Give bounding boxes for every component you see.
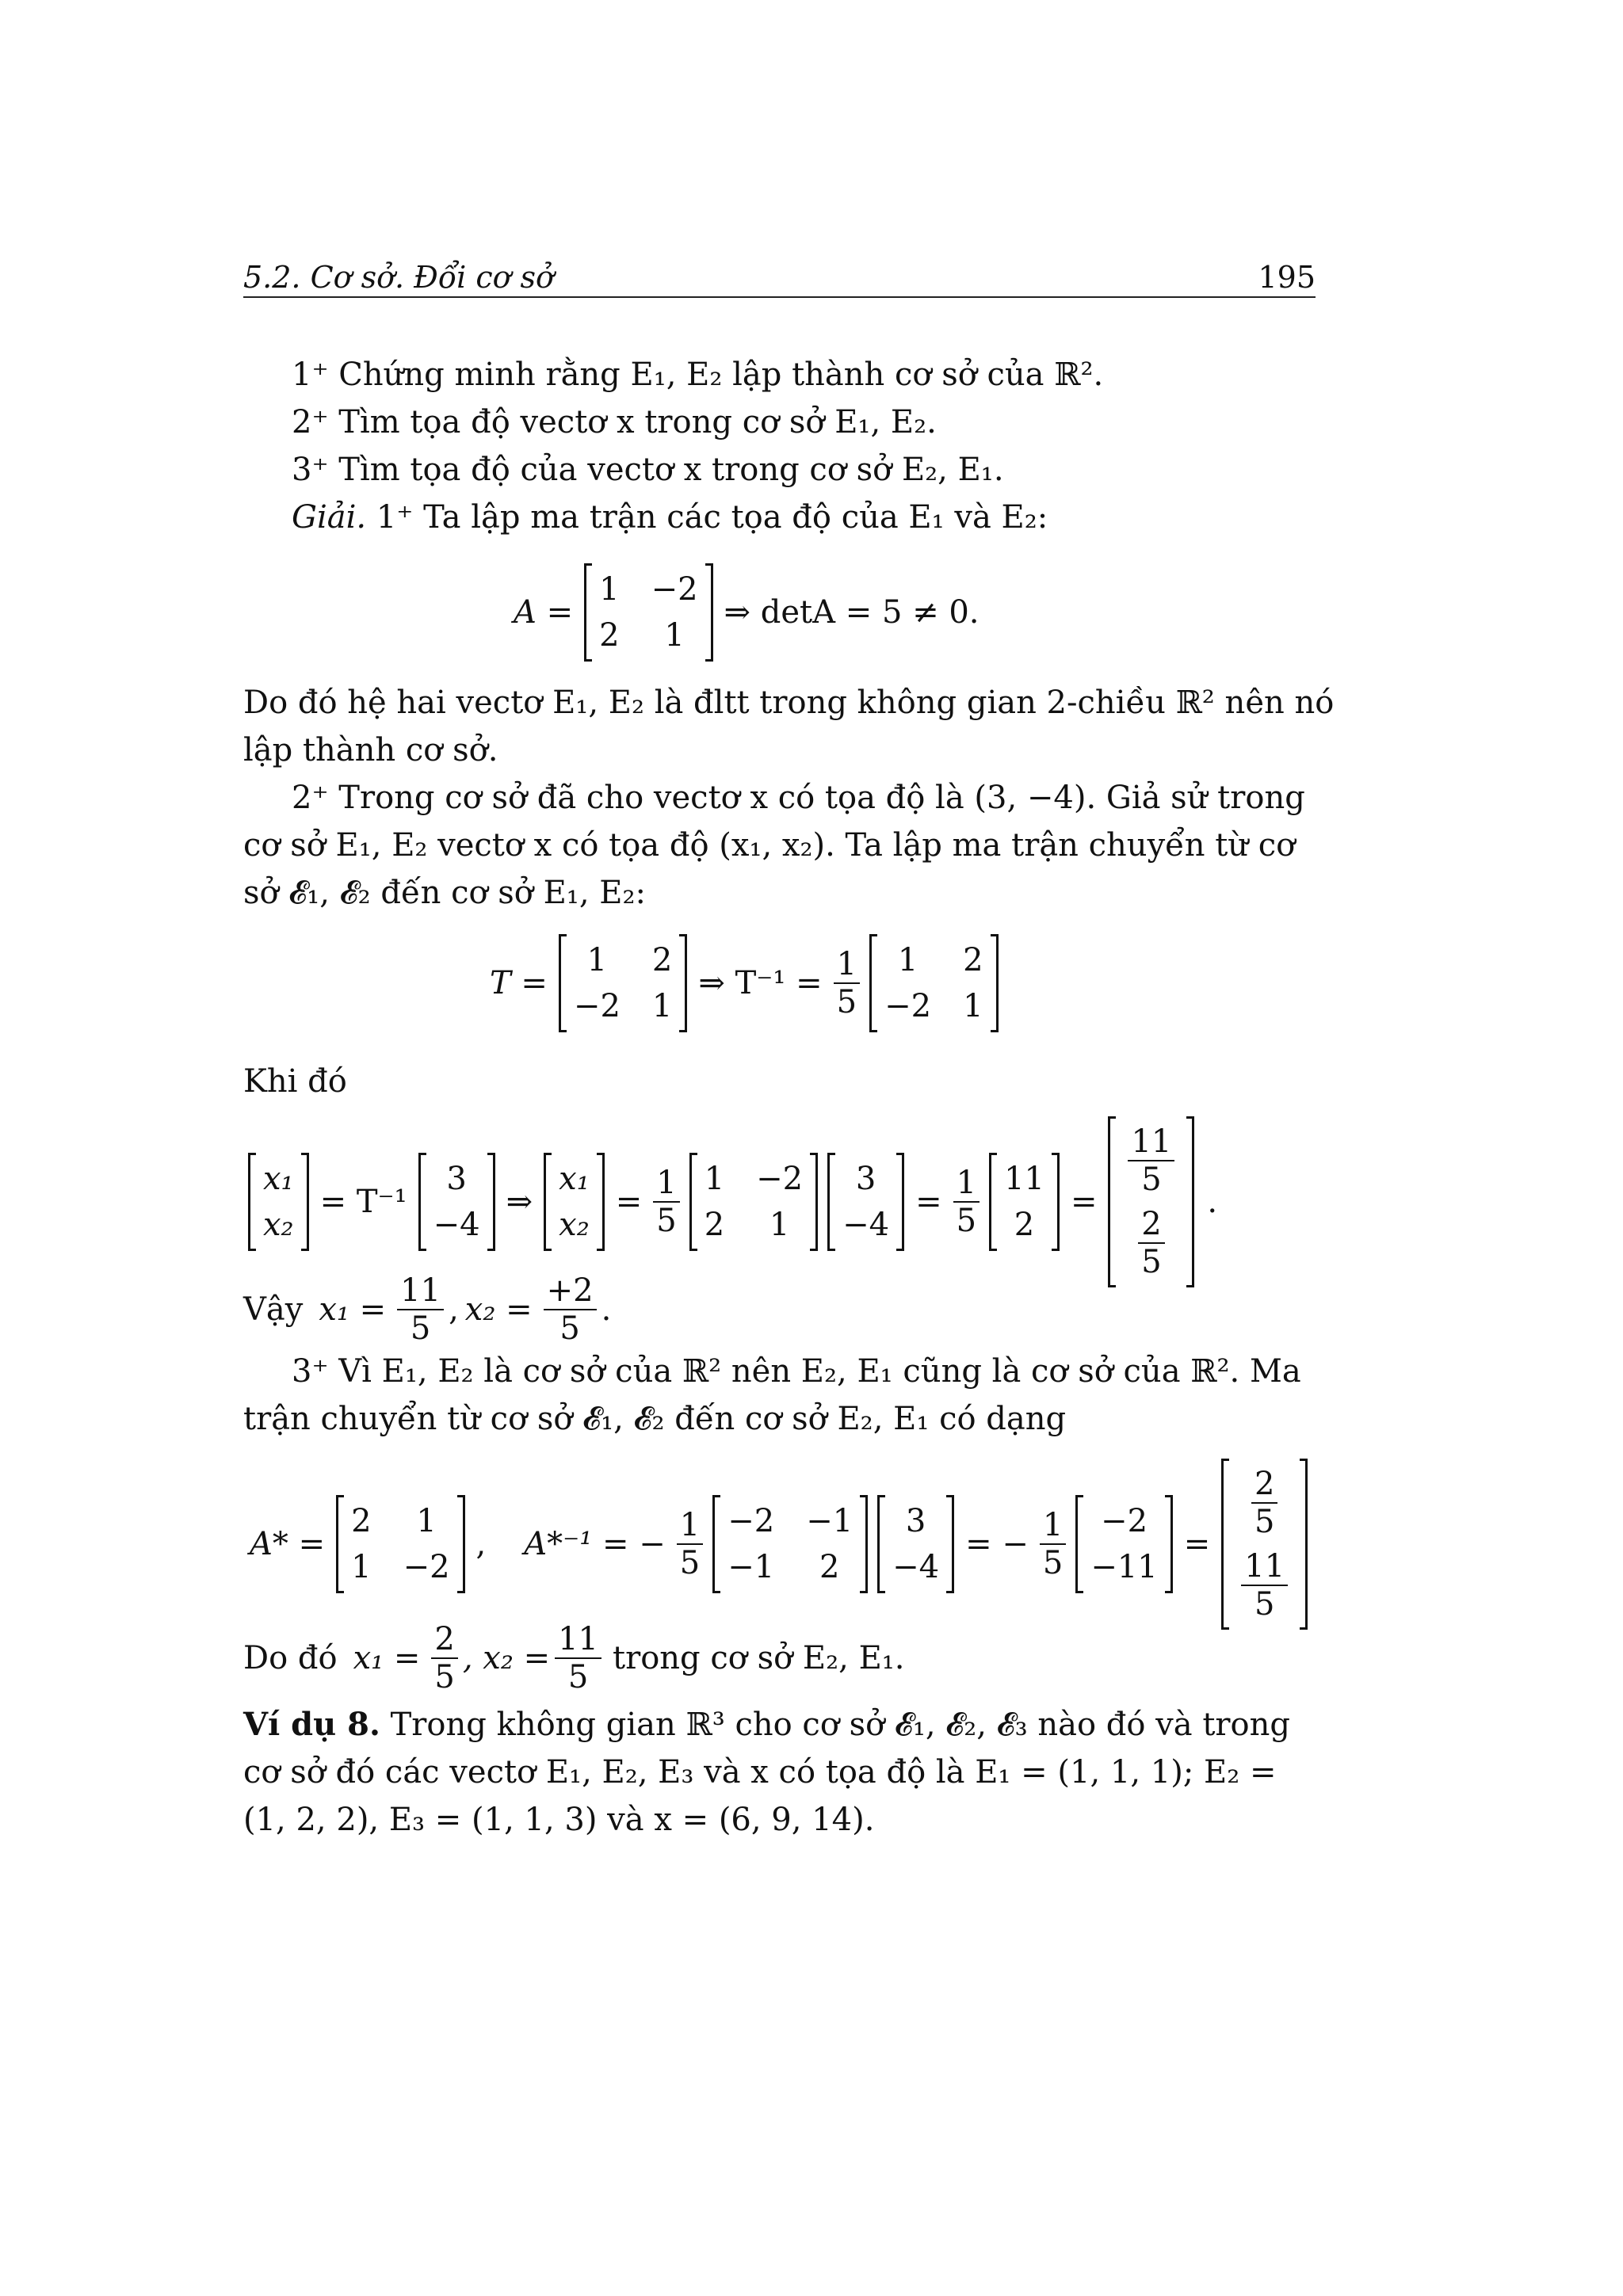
fraction (953, 1166, 980, 1238)
vector-v (877, 1496, 954, 1592)
paragraph-1-line-2: lập thành cơ sở. (243, 732, 498, 769)
eq1-rhs: ⇒ detA = 5 ≠ 0. (724, 594, 980, 631)
matrix-cell: 1 (769, 1207, 790, 1243)
numerator: 11 (555, 1623, 601, 1659)
vector-cell: x₁ (263, 1161, 294, 1197)
eq4-lhs: A* = (250, 1526, 326, 1562)
fraction (397, 1274, 444, 1345)
matrix-cell: 1 (416, 1503, 437, 1539)
equals-symbol: = (615, 1184, 643, 1220)
conclusion-post: trong cơ sở E₂, E₁. (613, 1640, 905, 1676)
paragraph-3-line-1: 3⁺ Vì E₁, E₂ là cơ sở của ℝ² nên E₂, E₁ cũng là cơ sở của ℝ². Ma (292, 1353, 1301, 1390)
running-header (243, 260, 1316, 298)
task-3: 3⁺ Tìm tọa độ của vectơ x trong cơ sở E₂, E₁. (292, 452, 1004, 488)
numerator: 1 (653, 1166, 679, 1203)
matrix-cell: 1 (586, 942, 608, 978)
matrix-cell: −2 (403, 1549, 450, 1585)
eq1-lhs: A = (514, 594, 574, 631)
vector-x (248, 1154, 309, 1250)
fraction (1040, 1508, 1066, 1580)
denominator: 5 (1042, 1545, 1064, 1581)
result-vector (1221, 1459, 1308, 1629)
numerator: 2 (1251, 1467, 1277, 1504)
matrix-t-inverse-adj (869, 935, 998, 1032)
equals-minus: = − (965, 1526, 1029, 1562)
fraction (1241, 1467, 1288, 1539)
matrix-cell: 2 (599, 617, 620, 654)
matrix-cell: 2 (351, 1503, 372, 1539)
numerator: 1 (953, 1166, 980, 1203)
denominator: 5 (836, 984, 857, 1020)
matrix-cell: 1 (704, 1161, 725, 1197)
denominator: 5 (656, 1203, 677, 1239)
fraction (1128, 1125, 1174, 1196)
eq2-lhs: T = (490, 965, 548, 1001)
fraction (1128, 1207, 1174, 1279)
denominator: 5 (567, 1659, 589, 1695)
vector-x-repeat (544, 1154, 605, 1250)
matrix-cell: 1 (651, 988, 673, 1024)
conclusion-pre: Do đó (243, 1640, 338, 1676)
period: . (601, 1291, 612, 1328)
vector-cell: x₂ (559, 1207, 590, 1243)
matrix-cell: −1 (727, 1549, 775, 1585)
fraction (555, 1623, 601, 1694)
equals-symbol: = (1070, 1184, 1098, 1220)
numerator: 11 (1241, 1550, 1288, 1586)
matrix-a-star-adj (712, 1496, 868, 1592)
matrix-cell: 1 (351, 1549, 372, 1585)
matrix-m (689, 1154, 818, 1250)
paragraph-2-line-1: 2⁺ Trong cơ sở đã cho vectơ x có tọa độ là (3, −4). Giả sử trong (292, 780, 1305, 816)
matrix-cell: 2 (963, 942, 983, 978)
fraction (544, 1274, 597, 1345)
vector-cell: 2 (1014, 1207, 1035, 1243)
matrix-a-star (336, 1496, 464, 1592)
x2-label: , x₂ = (462, 1640, 551, 1676)
numerator: 11 (397, 1274, 444, 1310)
vector-cell: 11 (1004, 1161, 1044, 1197)
vector-cell: x₂ (263, 1207, 294, 1243)
eq2-mid: ⇒ T⁻¹ = (698, 965, 823, 1001)
conclusion-line (243, 1623, 911, 1694)
denominator: 5 (1141, 1244, 1162, 1280)
vector-cell: −4 (892, 1549, 940, 1585)
denominator: 5 (559, 1310, 580, 1347)
task-1: 1⁺ Chứng minh rằng E₁, E₂ lập thành cơ sở của ℝ². (292, 357, 1104, 393)
numerator: 1 (1040, 1508, 1066, 1545)
vector-v2 (1075, 1496, 1172, 1592)
vector-cell: −4 (842, 1207, 890, 1243)
equation-det-a (507, 564, 986, 661)
numerator: +2 (544, 1274, 597, 1310)
period: . (1207, 1184, 1218, 1220)
matrix-cell: 2 (819, 1549, 840, 1585)
paragraph-1-line-1: Do đó hệ hai vectơ E₁, E₂ là đltt trong không gian 2-chiều ℝ² nên nó (243, 685, 1335, 721)
paragraph-2-line-3: sở 𝓔₁, 𝓔₂ đến cơ sở E₁, E₂: (243, 875, 646, 911)
denominator: 5 (679, 1545, 701, 1581)
equation-transition-t (483, 935, 1003, 1032)
fraction (834, 948, 860, 1019)
vector-cell: 3 (855, 1161, 876, 1197)
matrix-cell: −2 (573, 988, 621, 1024)
numerator: 1 (677, 1508, 703, 1545)
numerator: 1 (834, 948, 860, 984)
example-8-line-3: (1, 2, 2), E₃ = (1, 1, 3) và x = (6, 9, 14). (243, 1802, 875, 1838)
matrix-cell: 1 (897, 942, 918, 978)
fraction (1241, 1550, 1288, 1621)
example-8-line-1 (243, 1705, 1290, 1745)
paragraph-3-line-2: trận chuyển từ cơ sở 𝓔₁, 𝓔₂ đến cơ sở E₂, E₁ có dạng (243, 1401, 1067, 1437)
matrix-cell: 1 (664, 617, 685, 654)
matrix-cell: −1 (806, 1503, 854, 1539)
x1-label: x₁ = (353, 1640, 421, 1676)
vector-cell: x₁ (559, 1161, 590, 1197)
vector-v (418, 1154, 495, 1250)
denominator: 5 (956, 1203, 977, 1239)
vector-v2 (989, 1154, 1060, 1250)
example-label: Ví dụ 8. (243, 1706, 380, 1743)
matrix-cell: 2 (704, 1207, 725, 1243)
eq3-t-inv: = T⁻¹ (319, 1184, 407, 1220)
task-2: 2⁺ Tìm tọa độ vectơ x trong cơ sở E₁, E₂. (292, 404, 937, 441)
numerator: 2 (1138, 1207, 1164, 1244)
separator: , (475, 1526, 487, 1562)
numerator: 2 (431, 1623, 457, 1659)
vector-v-repeat (827, 1154, 904, 1250)
numerator: 11 (1128, 1125, 1174, 1161)
denominator: 5 (410, 1310, 431, 1347)
result-line (243, 1274, 611, 1345)
paragraph-2-line-2: cơ sở E₁, E₂ vectơ x có tọa độ (x₁, x₂). Ta lập ma trận chuyển từ cơ (243, 827, 1296, 864)
separator: , (449, 1291, 459, 1328)
equals-symbol: = (1183, 1526, 1211, 1562)
fraction (431, 1623, 457, 1694)
solution-intro-text: 1⁺ Ta lập ma trận các tọa độ của E₁ và E₂: (376, 499, 1048, 536)
matrix-cell: −2 (884, 988, 932, 1024)
section-title: 5.2. Cơ sở. Đổi cơ sở (243, 260, 554, 295)
solution-intro (292, 498, 1048, 537)
matrix-a (584, 564, 712, 661)
vector-cell: 3 (446, 1161, 467, 1197)
denominator: 5 (1141, 1161, 1162, 1198)
vector-cell: −4 (433, 1207, 480, 1243)
fraction (653, 1166, 679, 1238)
denominator: 5 (1254, 1504, 1275, 1540)
denominator: 5 (434, 1659, 455, 1695)
khi-do: Khi đó (243, 1063, 347, 1100)
implies-symbol: ⇒ (506, 1184, 533, 1220)
equation-a-star (243, 1459, 1312, 1629)
solution-label: Giải. (292, 499, 367, 536)
page-number: 195 (1258, 260, 1316, 295)
x2-label: x₂ = (464, 1291, 533, 1328)
equals-symbol: = (915, 1184, 942, 1220)
matrix-cell: 1 (599, 571, 620, 608)
result-vector (1108, 1117, 1194, 1287)
matrix-t (559, 935, 687, 1032)
matrix-cell: −2 (727, 1503, 775, 1539)
matrix-cell: 2 (651, 942, 673, 978)
fraction (677, 1508, 703, 1580)
x1-label: x₁ = (319, 1291, 387, 1328)
equation-coordinates (243, 1117, 1217, 1287)
matrix-cell: −2 (651, 571, 698, 608)
example-8-line-2: cơ sở đó các vectơ E₁, E₂, E₃ và x có tọa độ là E₁ = (1, 1, 1); E₂ = (243, 1754, 1277, 1791)
vay-label: Vậy (243, 1291, 304, 1328)
vector-cell: −2 (1101, 1503, 1148, 1539)
denominator: 5 (1254, 1586, 1275, 1623)
example-text: Trong không gian ℝ³ cho cơ sở 𝓔₁, 𝓔₂, 𝓔₃ nào đó và trong (390, 1707, 1290, 1743)
vector-cell: 3 (905, 1503, 926, 1539)
eq4-lhs2: A*⁻¹ = − (524, 1526, 666, 1562)
matrix-cell: −2 (756, 1161, 804, 1197)
matrix-cell: 1 (963, 988, 983, 1024)
vector-cell: −11 (1090, 1549, 1158, 1585)
